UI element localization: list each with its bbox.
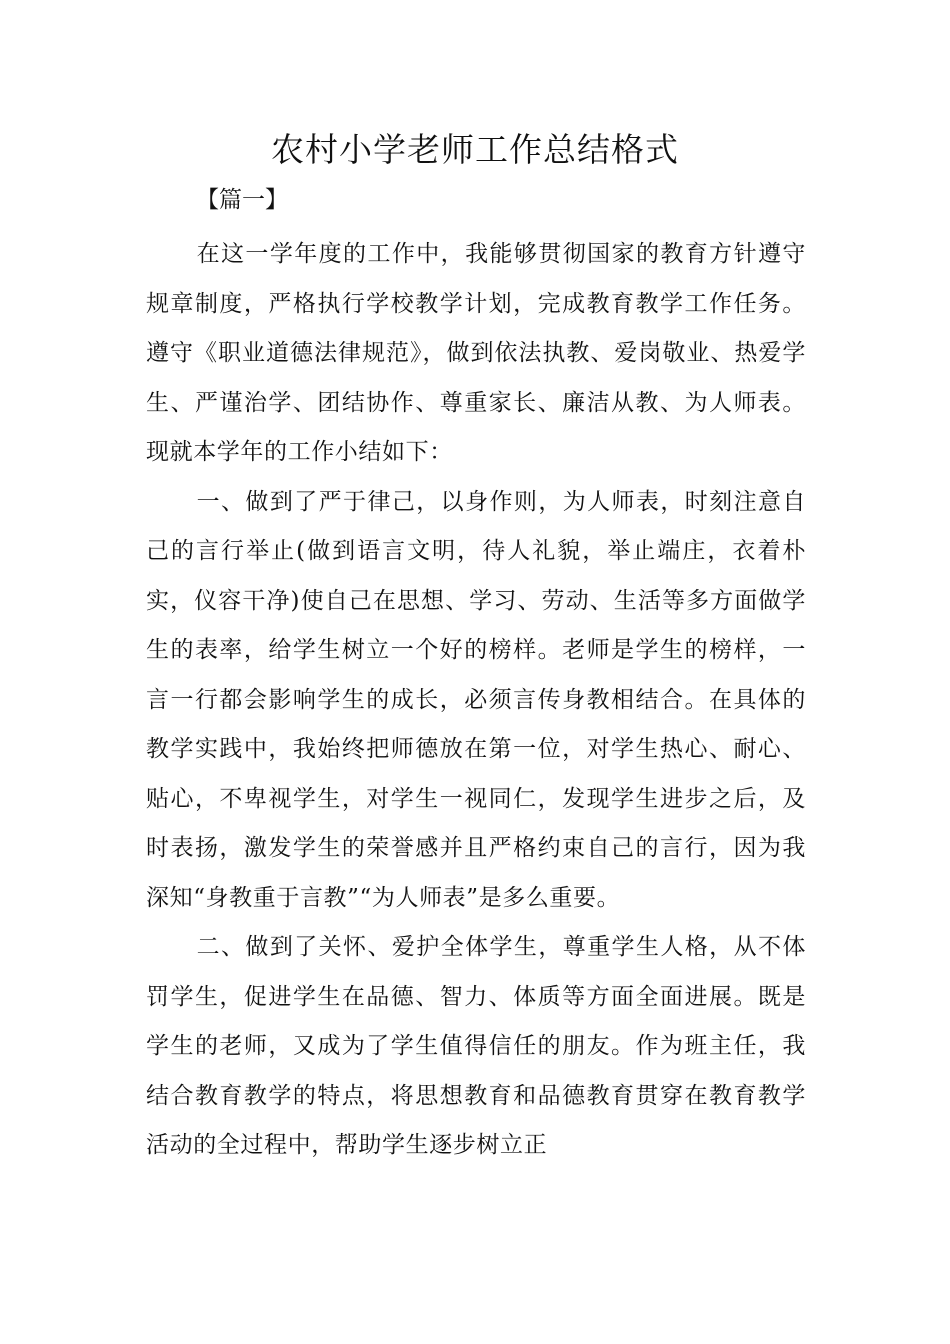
paragraph-point-one: 一、做到了严于律己，以身作则，为人师表，时刻注意自己的言行举止(做到语言文明，待人礼貌，举止端庄，衣着朴实，仪容干净)使自己在思想、学习、劳动、生活等多方面做学生的表率，给学生树立一个好的榜样。老师是学生的榜样，一言一行都会影响学生的成长，必须言传身教相结合。在具体的教学实践中，我始终把师德放在第一位，对学生热心、耐心、贴心，不卑视学生，对学生一视同仁，发现学生进步之后，及时表扬，激发学生的荣誉感并且严格约束自己的言行，因为我深知“身教重于言教”“为人师表”是多么重要。: [146, 488, 806, 911]
document-body: [146, 230, 806, 1171]
section-label: 【篇一】: [196, 187, 288, 213]
document-title: 农村小学老师工作总结格式: [271, 130, 679, 169]
paragraph-intro: 在这一学年度的工作中，我能够贯彻国家的教育方针遵守规章制度，严格执行学校教学计划，完成教育教学工作任务。遵守《职业道德法律规范》，做到依法执教、爱岗敬业、热爱学生、严谨治学、团结协作、尊重家长、廉洁从教、为人师表。现就本学年的工作小结如下：: [146, 241, 806, 465]
paragraph-point-two: 二、做到了关怀、爱护全体学生，尊重学生人格，从不体罚学生，促进学生在品德、智力、体质等方面全面进展。既是学生的老师，又成为了学生值得信任的朋友。作为班主任，我结合教育教学的特点，将思想教育和品德教育贯穿在教育教学活动的全过程中，帮助学生逐步树立正: [146, 934, 806, 1158]
